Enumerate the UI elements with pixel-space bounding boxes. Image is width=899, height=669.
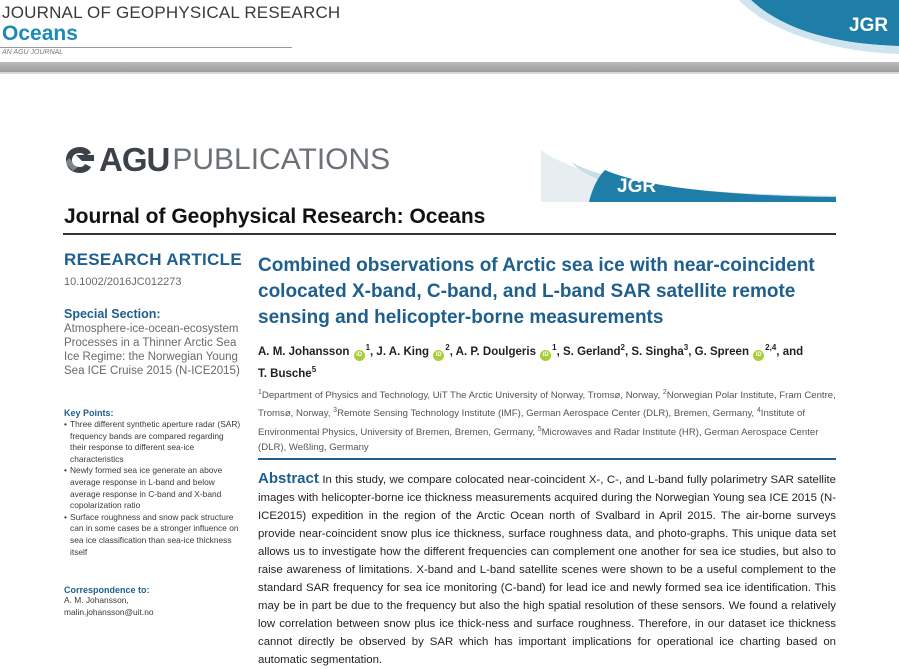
journal-title: Journal of Geophysical Research: Oceans xyxy=(64,205,486,228)
publications-logo-text: PUBLICATIONS xyxy=(172,143,391,176)
affiliation: Remote Sensing Technology Institute (IMF), German Aerospace Center (DLR), Bremen, Germany, xyxy=(337,408,757,420)
author-affiliation-ref: 1 xyxy=(365,343,371,352)
article-title: Combined observations of Arctic sea ice with near-coincident colocated X-band, C-band, and L-band SAR satellite remote sensing and helicopter-borne measurements xyxy=(258,255,815,328)
affiliation-number: 4 xyxy=(756,407,761,415)
key-point: • Surface roughness and snow pack structure can in some cases be a stronger influence on sea ice classification than sea-ice thickness itself xyxy=(64,512,242,558)
agu-logo-text: AGU xyxy=(99,141,170,178)
special-section-heading: Special Section: xyxy=(64,307,161,321)
author-affiliation-ref: 5 xyxy=(311,364,317,374)
agu-mark-icon xyxy=(63,145,97,175)
author-name[interactable]: J. A. King xyxy=(376,345,430,358)
affiliations xyxy=(258,385,844,455)
author-affiliation-ref: 2,4 xyxy=(765,343,777,352)
author-name[interactable]: S. Gerland xyxy=(563,345,621,358)
article-type: RESEARCH ARTICLE xyxy=(64,250,242,269)
author-name[interactable]: S. Singha xyxy=(631,345,684,358)
orcid-icon[interactable]: iD xyxy=(753,350,764,361)
correspondence-heading: Correspondence to: xyxy=(64,585,150,596)
abstract-rule xyxy=(258,458,836,460)
doi[interactable]: 10.1002/2016JC012273 xyxy=(64,276,182,288)
affiliation: Microwaves and Radar Institute (HR), German Aerospace Center (DLR), Weßling, Germany xyxy=(258,426,819,454)
author-affiliation-ref: 1 xyxy=(552,343,557,352)
abstract xyxy=(258,470,836,669)
abstract-heading: Abstract xyxy=(258,470,319,487)
author-affiliation-ref: 3 xyxy=(683,343,689,352)
author-name[interactable]: A. M. Johansson xyxy=(258,345,350,358)
agu-publications-logo xyxy=(63,142,390,178)
journal-tagline: AN AGU JOURNAL xyxy=(2,49,64,56)
affiliation-number: 5 xyxy=(537,425,542,433)
journal-name: JOURNAL OF GEOPHYSICAL RESEARCH xyxy=(2,3,341,22)
orcid-icon[interactable]: iD xyxy=(354,350,365,361)
header-rule xyxy=(0,47,292,48)
jgr-badge-text: JGR xyxy=(617,176,657,197)
title-rule xyxy=(63,233,836,235)
header-shadow-line xyxy=(0,72,899,74)
correspondence-email[interactable]: malin.johansson@uit.no xyxy=(64,606,154,617)
author-affiliation-ref: 2 xyxy=(445,343,450,352)
abstract-text: In this study, we compare colocated near-coincident X-, C-, and L-band fully polarimetry SAR satellite images with helicopter-borne ice thickness measurements acquired during the Norwegian Young sea ICE 2015 (N-ICE2015) expedition in the region of the Arctic Ocean north of Svalbard in April 2015. The air-borne surveys provide near-coincident snow plus ice thickness, surface roughness data, and photo-graphs. This unique data set allows us to investigate how the different frequencies can complement one another for sea ice studies, but also to raise awareness of limitations. X-band and L-band satellite scenes were shown to be a useful complement to the standard SAR frequency for sea ice monitoring (C-band) for lead ice and newly formed sea ice identification. This may be in part be due to the frequency but also the high spatial resolution of these sensors. We found a relatively low correlation between snow plus ice thick-ness and surface roughness. Therefore, in our dataset ice thickness cannot directly be observed by SAR which has important implications for operational ice charting based on automatic segmentation. xyxy=(258,474,836,666)
affiliation-number: 1 xyxy=(258,389,262,396)
affiliation-number: 2 xyxy=(662,389,667,396)
author-name[interactable]: T. Busche xyxy=(258,367,312,380)
header-shadow-bar xyxy=(0,62,899,72)
jgr-badge xyxy=(541,150,836,202)
key-point: • Three different synthetic aperture radar (SAR) frequency bands are compared regarding their response to different sea-ice characteristics xyxy=(64,419,242,465)
author-list: A. M. Johansson $iD^1$, J. A. King $iD^2$, A. P. Doulgeris $iD^1$, S. Gerland$^2$, S. Singha$^3$, G. Spreen iD$^{2,4}$, and T. Busche$^5$ xyxy=(258,343,804,380)
author-name[interactable]: A. P. Doulgeris xyxy=(455,345,536,358)
key-points-list xyxy=(64,419,242,558)
orcid-icon[interactable]: iD xyxy=(433,350,444,361)
affiliation: Norwegian Polar Institute, Fram Centre, Tromsø, Norway, xyxy=(258,390,836,420)
journal-section: Oceans xyxy=(2,22,78,45)
key-points-heading: Key Points: xyxy=(64,408,114,418)
author-conjunction: and xyxy=(782,345,804,358)
correspondence-name: A. M. Johansson, xyxy=(64,595,129,606)
orcid-icon[interactable]: iD xyxy=(540,350,551,361)
special-section-text[interactable]: Atmosphere-ice-ocean-ecosystem Processes in a Thinner Arctic Sea Ice Regime: the Norwegian Young Sea ICE Cruise 2015 (N-ICE2015) xyxy=(64,323,240,377)
affiliation: Department of Physics and Technology, UiT The Arctic University of Norway, Tromsø, Norway, xyxy=(261,390,663,402)
author-name[interactable]: G. Spreen xyxy=(694,345,749,358)
jgr-badge-top xyxy=(739,0,899,62)
jgr-badge-top-text: JGR xyxy=(849,15,889,36)
author-affiliation-ref: 2 xyxy=(620,343,625,352)
journal-header xyxy=(0,0,899,62)
affiliation-number: 3 xyxy=(333,407,338,415)
sidebar xyxy=(64,250,242,618)
key-point: • Newly formed sea ice generate an above average response in L-band and below average response in C-band and X-band copolarization ratio xyxy=(64,465,242,511)
affiliation: Institute of Environmental Physics, University of Bremen, Bremen, Germany, xyxy=(258,408,806,438)
